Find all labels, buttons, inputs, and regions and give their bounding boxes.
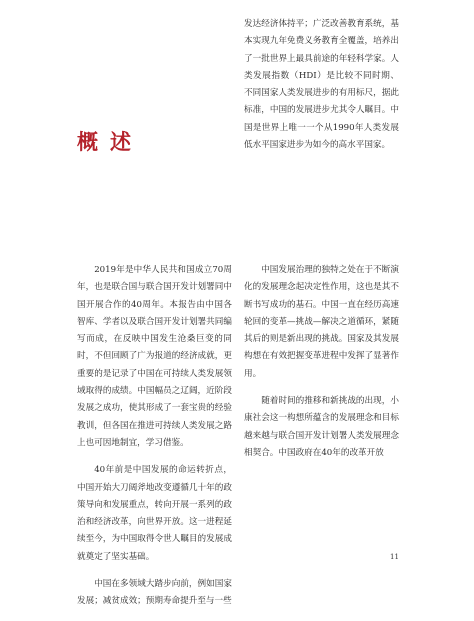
paragraph: 随着时间的推移和新挑战的出现，小康社会这一构想所蕴含的发展理念和目标越来越与联合国开发计划署人类发展理念相契合。中国政府在40年的改革开放 bbox=[244, 396, 399, 458]
paragraph: 2019年是中华人民共和国成立70周年，也是联合国与联合国开发计划署同中国开展合作的40周年。本报告由中国各智库、学者以及联合国开发计划署共同编写而成，在反映中国发生沧桑巨变的同时，不但回顾了广为报道的经济成就，更重要的是记录了中国在可持续人类发展领域取得的成绩。中国幅员之辽阔，近阶段发展之成功，使其形成了一套宝贵的经验教训，但各国在推进可持续人类发展之路上也可因地制宜，学习借鉴。 bbox=[77, 265, 232, 448]
paragraph: 40年前是中国发展的命运转折点，中国开始大刀阔斧地改变遵循几十年的政策导向和发展重点，转向开展一系列的政治和经济改革，向世界开放。这一进程延续至今，为中国取得令世人瞩目的发展成就奠定了坚实基础。 bbox=[77, 465, 232, 562]
page-number: 11 bbox=[390, 553, 399, 561]
continued-paragraph: 发达经济体持平；广泛改善教育系统，基本实现九年免费义务教育全覆盖，培养出了一批世界上最具前途的年轻科学家。人类发展指数（HDI）是比较不同时期、不同国家人类发展进步的有用标尺，据此标准，中国的发展进步尤其令人瞩目。中国是世界上唯一一个从1990年人类发展低水平国家进步为如今的高水平国家。 bbox=[244, 19, 399, 151]
section-title: 概述 bbox=[77, 130, 143, 154]
left-column bbox=[77, 262, 232, 621]
paragraph: 中国在多领域大踏步向前，例如国家发展；减贫成效；预期寿命提升至与一些 bbox=[77, 579, 232, 607]
right-column bbox=[244, 262, 399, 472]
paragraph: 中国发展治理的独特之处在于不断演化的发展理念起决定性作用，这也是其不断书写成功的基石。中国一直在经历高速轮回的变革—挑战—解决之道循环，紧随其后的则是新出现的挑战。国家及其发展构想在有效把握变革进程中发挥了显著作用。 bbox=[244, 265, 399, 379]
